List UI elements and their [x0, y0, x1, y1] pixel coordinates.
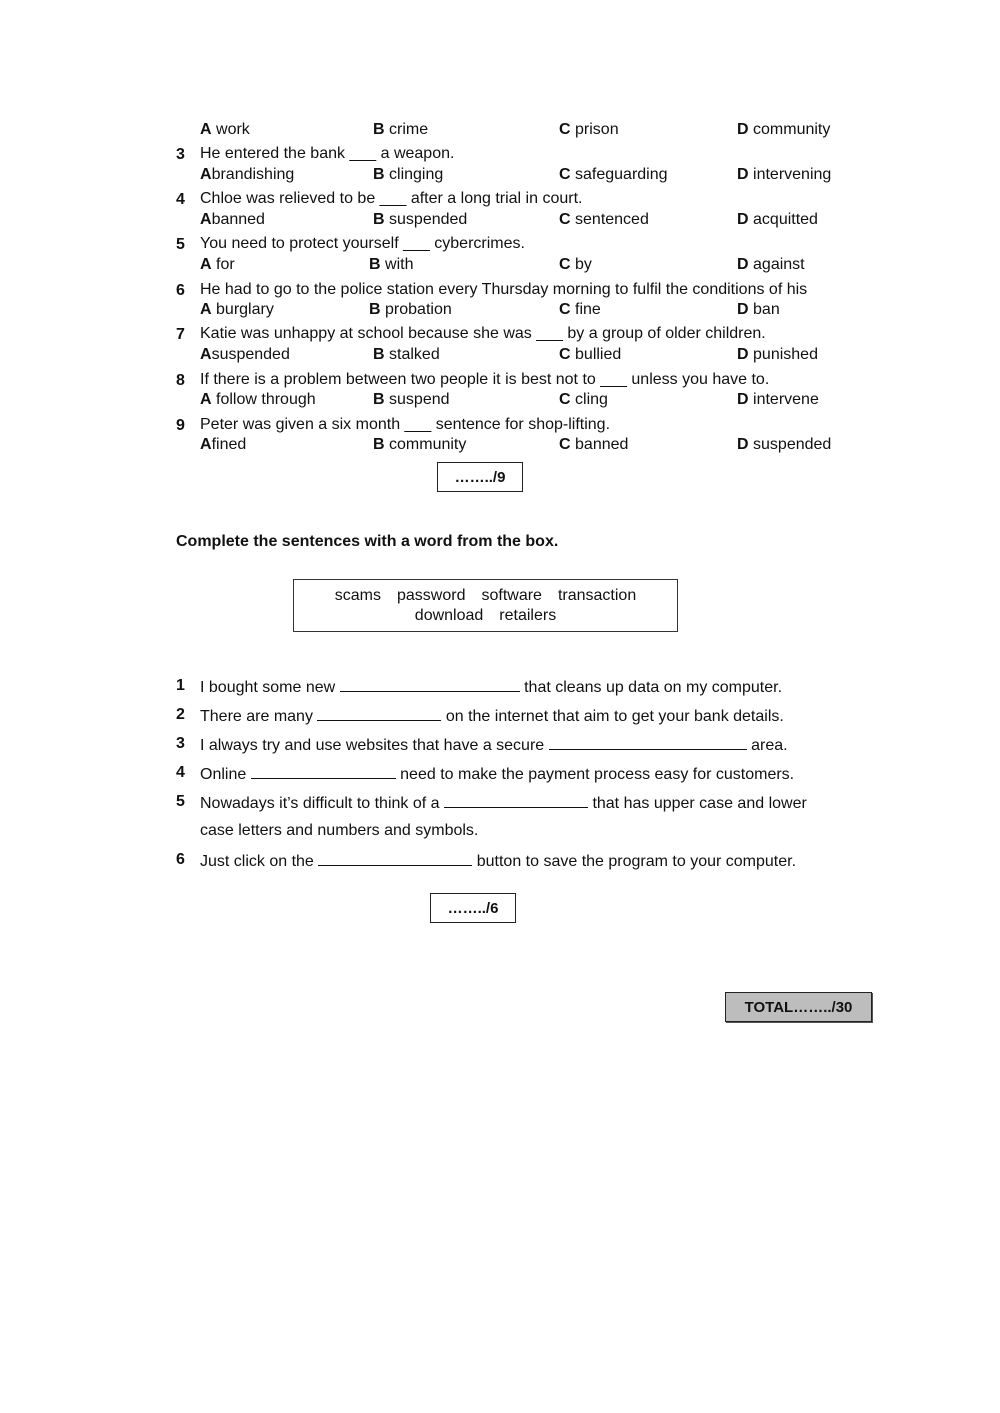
- answer-blank[interactable]: [549, 734, 747, 750]
- option-b: B clinging: [373, 166, 444, 183]
- option-b: B community: [373, 436, 467, 453]
- sentence-text: I always try and use websites that have a secure: [200, 737, 545, 754]
- total-score-box[interactable]: TOTAL……../30: [725, 992, 872, 1022]
- sentence-5: [200, 792, 807, 813]
- part2-score-box[interactable]: ……../6: [430, 893, 516, 923]
- question-number: 9: [176, 417, 185, 434]
- question-number: 6: [176, 282, 185, 299]
- option-a: Abanned: [200, 211, 265, 228]
- sentence-text: that cleans up data on my computer.: [524, 679, 783, 696]
- sentence-text: There are many: [200, 708, 313, 725]
- option-d: D suspended: [737, 436, 832, 453]
- option-d: D intervening: [737, 166, 832, 183]
- option-b: B stalked: [373, 346, 440, 363]
- option-a: Afined: [200, 436, 247, 453]
- sentence-number: 2: [176, 706, 185, 723]
- answer-blank[interactable]: [340, 676, 520, 692]
- sentence-number: 6: [176, 851, 185, 868]
- sentence-text: on the internet that aim to get your bank details.: [445, 708, 784, 725]
- option-b: B with: [369, 256, 414, 273]
- word-box-word: software: [481, 587, 542, 604]
- option-a: A follow through: [200, 391, 316, 408]
- question-stem: He had to go to the police station every Thursday morning to fulfil the conditions of his: [200, 281, 808, 298]
- option-c: C sentenced: [559, 211, 649, 228]
- question-stem: He entered the bank ___ a weapon.: [200, 145, 455, 162]
- answer-blank[interactable]: [251, 763, 396, 779]
- word-box-word: download: [414, 607, 484, 624]
- option-d: D against: [737, 256, 805, 273]
- sentence-4: [200, 763, 794, 784]
- sentence-text: need to make the payment process easy for customers.: [400, 766, 795, 783]
- word-box: [293, 579, 678, 632]
- q2-option-b: B crime: [373, 121, 429, 138]
- question-number: 5: [176, 236, 185, 253]
- instruction-text: Complete the sentences with a word from the box.: [176, 533, 559, 550]
- sentence-text: Nowadays it’s difficult to think of a: [200, 795, 440, 812]
- sentence-text: area.: [751, 737, 788, 754]
- sentence-5-continuation: case letters and numbers and symbols.: [200, 822, 479, 839]
- sentence-text: that has upper case and lower: [592, 795, 807, 812]
- sentence-text: Just click on the: [200, 853, 314, 870]
- sentence-text: I bought some new: [200, 679, 336, 696]
- part1-score-box[interactable]: ……../9: [437, 462, 523, 492]
- question-number: 3: [176, 146, 185, 163]
- question-stem: Peter was given a six month ___ sentence for shop-lifting.: [200, 416, 611, 433]
- q2-option-d: D community: [737, 121, 831, 138]
- sentence-number: 4: [176, 764, 185, 781]
- question-number: 7: [176, 326, 185, 343]
- option-c: C safeguarding: [559, 166, 668, 183]
- option-a: Asuspended: [200, 346, 290, 363]
- option-d: D punished: [737, 346, 818, 363]
- option-a: A burglary: [200, 301, 274, 318]
- answer-blank[interactable]: [444, 792, 588, 808]
- option-d: D acquitted: [737, 211, 818, 228]
- sentence-number: 3: [176, 735, 185, 752]
- question-stem: If there is a problem between two people it is best not to ___ unless you have to.: [200, 371, 770, 388]
- q2-option-a: A work: [200, 121, 250, 138]
- option-c: C by: [559, 256, 592, 273]
- q2-option-c: C prison: [559, 121, 619, 138]
- word-box-word: transaction: [557, 587, 637, 604]
- option-b: B probation: [369, 301, 452, 318]
- sentence-number: 1: [176, 677, 185, 694]
- question-stem: Katie was unhappy at school because she was ___ by a group of older children.: [200, 325, 766, 342]
- option-c: C fine: [559, 301, 601, 318]
- option-d: D intervene: [737, 391, 819, 408]
- question-number: 8: [176, 372, 185, 389]
- option-b: B suspended: [373, 211, 468, 228]
- option-a: Abrandishing: [200, 166, 295, 183]
- option-c: C cling: [559, 391, 608, 408]
- option-c: C bullied: [559, 346, 622, 363]
- question-number: 4: [176, 191, 185, 208]
- word-box-word: scams: [334, 587, 381, 604]
- sentence-2: [200, 705, 784, 726]
- option-a: A for: [200, 256, 235, 273]
- option-c: C banned: [559, 436, 629, 453]
- sentence-1: [200, 676, 782, 697]
- word-box-word: retailers: [499, 607, 557, 624]
- sentence-3: [200, 734, 788, 755]
- option-d: D ban: [737, 301, 780, 318]
- answer-blank[interactable]: [317, 705, 441, 721]
- answer-blank[interactable]: [318, 850, 472, 866]
- option-b: B suspend: [373, 391, 450, 408]
- question-stem: Chloe was relieved to be ___ after a long trial in court.: [200, 190, 583, 207]
- sentence-6: [200, 850, 796, 871]
- sentence-text: Online: [200, 766, 247, 783]
- sentence-number: 5: [176, 793, 185, 810]
- question-stem: You need to protect yourself ___ cybercrimes.: [200, 235, 525, 252]
- sentence-text: button to save the program to your computer.: [476, 853, 797, 870]
- word-box-word: password: [397, 587, 466, 604]
